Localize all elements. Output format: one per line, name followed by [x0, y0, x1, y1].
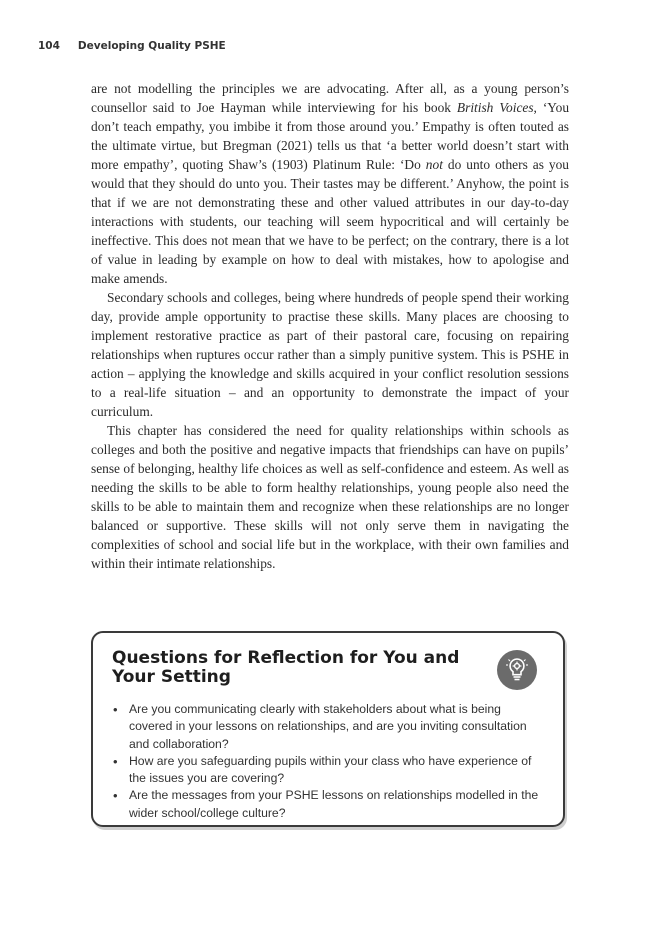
lightbulb-gear-icon	[497, 650, 537, 690]
italic-text: not	[425, 157, 443, 172]
text-run: , ‘You don’t teach empathy, you imbibe it from those around you.’ Empathy is often touted as the ultimate virtue, but Bregman (2021) tells us that ‘a better world doesn’t start with more empathy’, quoting Shaw’s (1903) Platinum Rule: ‘Do	[91, 100, 570, 172]
reflection-box	[91, 631, 565, 827]
reflection-questions	[110, 701, 540, 822]
list-item: • Are the messages from your PSHE lessons on relationships modelled in the wider school/college culture?	[110, 787, 540, 822]
list-item: • Are you communicating clearly with stakeholders about what is being covered in your lessons on relationships, and are you inviting consultation and collaboration?	[110, 701, 540, 753]
paragraph-1	[91, 79, 569, 288]
text-run: are not modelling the principles we are advocating. After all, as a young person’s counsellor said to Joe Hayman while interviewing for his book	[91, 81, 569, 115]
list-item: • How are you safeguarding pupils within your class who have experience of the issues you are covering?	[110, 753, 540, 788]
paragraph-2	[91, 288, 569, 421]
text-run: do unto others as you would that they should do unto you. Their tastes may be different.’ Anyhow, the point is that if we are not demonstrating these and other valued attributes in our day-to-day interactions with students, our teaching will seem hypocritical and will certainly be ineffective. This does not mean that we have to be perfect; on the contrary, there is a lot of value in leading by example on how to deal with mistakes, how to apologise and make amends.	[91, 157, 569, 286]
italic-text: British Voices	[456, 100, 534, 115]
body-text	[91, 79, 569, 573]
running-header	[38, 40, 226, 52]
page-number: 104	[38, 40, 60, 52]
text-run: This chapter has considered the need for quality relationships within schools as colleges and both the positive and negative impacts that friendships can have on pupils’ sense of belonging, healthy life choices as well as self-confidence and esteem. As well as needing the skills to be able to form healthy relationships, young people also need the skills to be able to maintain them and recognize when these relationships are no longer balanced or supportive. These skills will not only serve them in navigating the complexities of school and social life but in the workplace, with their own families and within their intimate relationships.	[91, 423, 569, 571]
text-run: Secondary schools and colleges, being where hundreds of people spend their working day, provide ample opportunity to practise these skills. Many places are choosing to implement restorative practice as part of their pastoral care, focusing on repairing relationships when ruptures occur rather than a simply punitive system. This is PSHE in action – applying the knowledge and skills acquired in your conflict resolution sessions to a real-life situation – and an opportunity to demonstrate the impact of your curriculum.	[91, 290, 569, 419]
paragraph-3	[91, 421, 569, 573]
running-title: Developing Quality PSHE	[77, 40, 226, 52]
reflection-title: Questions for Reflection for You and Your Setting	[112, 648, 460, 687]
